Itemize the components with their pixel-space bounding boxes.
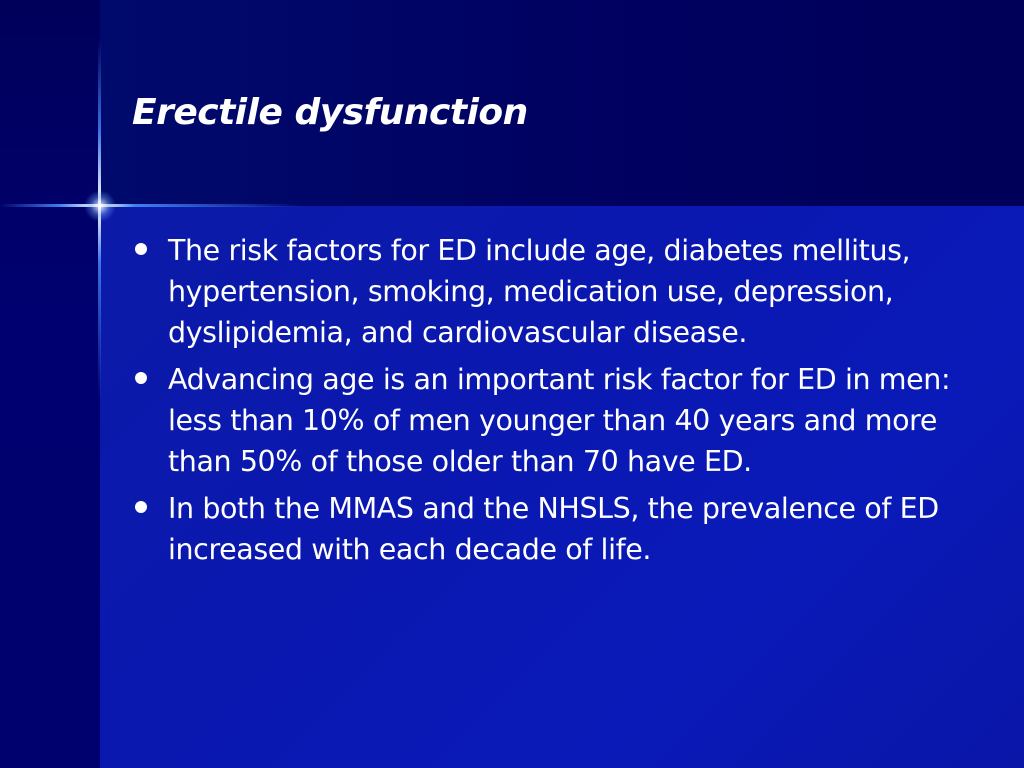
bullet-dot-icon bbox=[135, 372, 147, 384]
bullet-item bbox=[132, 230, 952, 353]
bullet-text: In both the MMAS and the NHSLS, the prevalence of ED increased with each decade of life. bbox=[168, 492, 939, 566]
bullet-list bbox=[132, 230, 952, 576]
slide-title: Erectile dysfunction bbox=[132, 92, 528, 133]
bullet-text: Advancing age is an important risk factor for ED in men: less than 10% of men younger than 40 years and more than 50% of those older than 70 have ED. bbox=[168, 363, 951, 478]
sparkle-glow bbox=[84, 190, 116, 222]
bullet-dot-icon bbox=[135, 243, 147, 255]
bullet-item bbox=[132, 488, 952, 570]
left-background-band bbox=[0, 0, 100, 768]
sparkle-horizontal-line bbox=[0, 204, 300, 207]
bullet-item bbox=[132, 359, 952, 482]
bullet-text: The risk factors for ED include age, diabetes mellitus, hypertension, smoking, medication use, depression, dyslipidemia, and cardiovascular disease. bbox=[168, 234, 911, 349]
bullet-dot-icon bbox=[135, 501, 147, 513]
